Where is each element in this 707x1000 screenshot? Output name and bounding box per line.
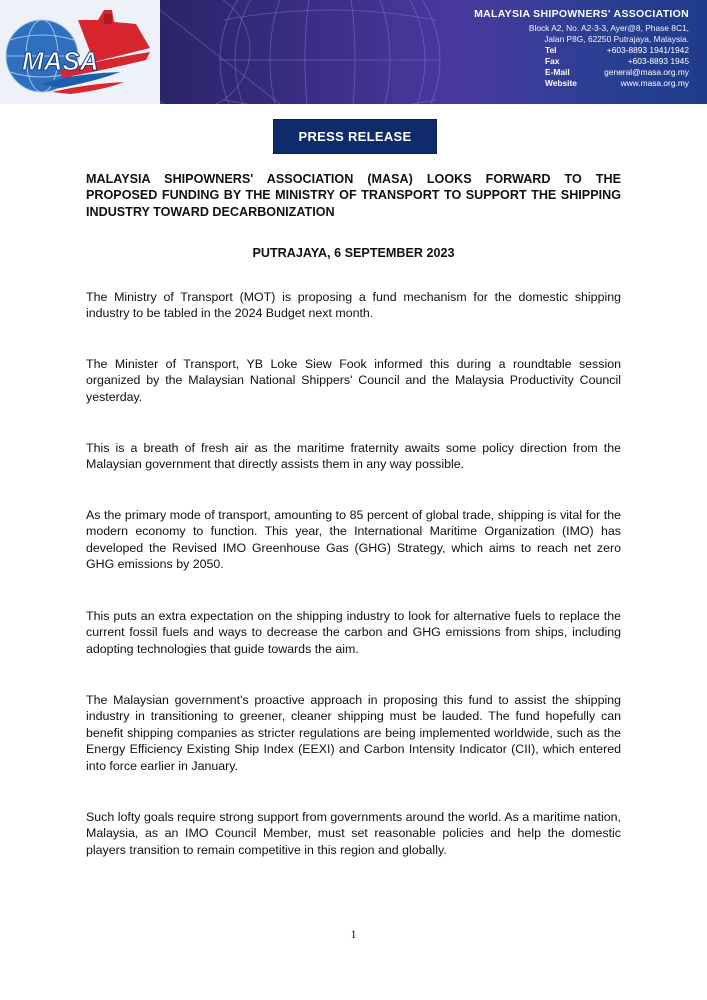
letterhead [0, 0, 707, 104]
press-release-badge: PRESS RELEASE [273, 119, 437, 154]
paragraph-5: This puts an extra expectation on the shipping industry to look for alternative fuels to replace the current fossil fuels and ways to decrease the carbon and GHG emissions from ships, including adopting technologies that guide towards the aim. [86, 609, 621, 656]
headline: MALAYSIA SHIPOWNERS' ASSOCIATION (MASA) LOOKS FORWARD TO THE PROPOSED FUNDING BY THE MINISTRY OF TRANSPORT TO SUPPORT THE SHIPPING INDUSTRY TOWARD DECARBONIZATION [86, 172, 621, 219]
paragraph-2: The Minister of Transport, YB Loke Siew Fook informed this during a roundtable session organized by the Malaysian National Shippers' Council and the Malaysia Productivity Council yesterday. [86, 357, 621, 404]
address-line-2: Jalan P8G, 62250 Putrajaya, Malaysia. [544, 34, 689, 44]
contact-email-label: E-Mail [545, 67, 570, 77]
paragraph-4: As the primary mode of transport, amounting to 85 percent of global trade, shipping is vital for the modern economy to function. This year, the International Maritime Organization (IMO) has developed the Revised IMO Greenhouse Gas (GHG) Strategy, which aims to reach net zero GHG emissions by 2050. [86, 508, 621, 572]
contact-website [459, 78, 689, 89]
dateline: PUTRAJAYA, 6 SEPTEMBER 2023 [252, 246, 455, 260]
logo-lettering: MASA [22, 46, 99, 76]
paragraph-6: The Malaysian government's proactive approach in proposing this fund to assist the shipping industry in transitioning to greener, cleaner shipping must be lauded. The fund hopefully can benefit shipping companies as stricter regulations are being implemented worldwide, such as the Energy Efficiency Existing Ship Index (EEXI) and Carbon Intensity Indicator (CII), which entered into force earlier in January. [86, 693, 621, 773]
contact-email [459, 67, 689, 78]
contact-website-label: Website [545, 78, 577, 88]
org-name: MALAYSIA SHIPOWNERS' ASSOCIATION [474, 8, 689, 20]
masa-logo [0, 0, 160, 104]
page-number: 1 [350, 927, 357, 941]
contact-fax-value: +603-8893 1945 [627, 56, 689, 66]
contact-tel-value: +603-8893 1941/1942 [606, 45, 689, 55]
masa-logo-icon [0, 0, 160, 104]
contact-email-value: general@masa.org.my [604, 67, 689, 77]
contact-tel-label: Tel [545, 45, 557, 55]
contact-fax-label: Fax [545, 56, 560, 66]
address-line-1: Block A2, No. A2-3-3, Ayer@8, Phase 8C1, [528, 23, 689, 33]
paragraph-1: The Ministry of Transport (MOT) is proposing a fund mechanism for the domestic shipping industry to be tabled in the 2024 Budget next month. [86, 290, 621, 321]
header-banner [160, 0, 707, 104]
paragraph-7: Such lofty goals require strong support from governments around the world. As a maritime nation, Malaysia, as an IMO Council Member, must set reasonable policies and help the domestic players transition to remain competitive in this region and globally. [86, 810, 621, 857]
contact-website-value: www.masa.org.my [620, 78, 689, 88]
contact-tel [459, 45, 689, 56]
contact-fax [459, 56, 689, 67]
org-contact-block [459, 8, 689, 89]
paragraph-3: This is a breath of fresh air as the maritime fraternity awaits some policy direction from the Malaysian government that directly assists them in any way possible. [86, 441, 621, 472]
